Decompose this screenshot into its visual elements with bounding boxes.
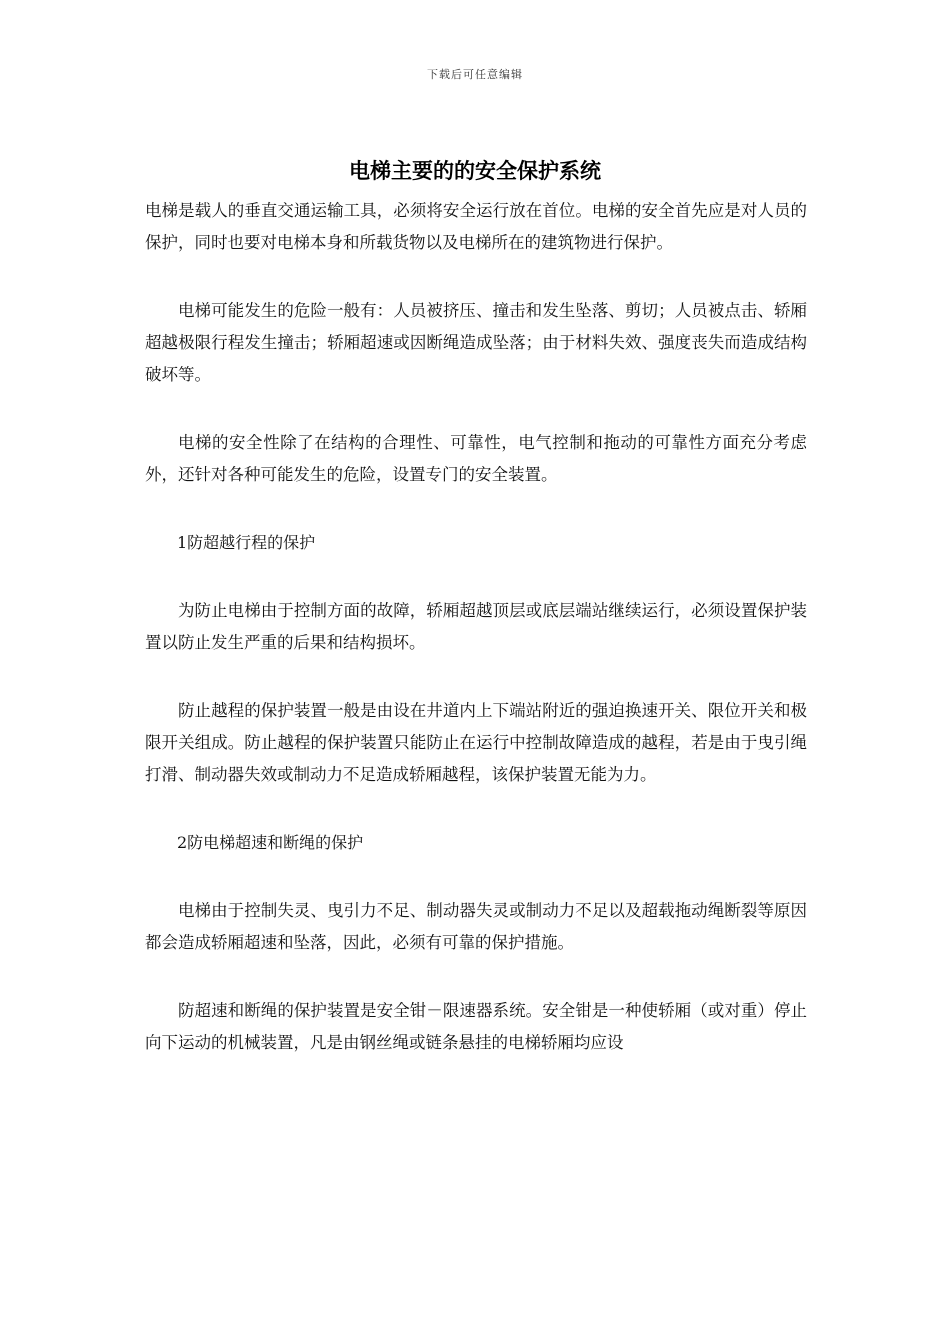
header-note: 下载后可任意编辑 [427,68,523,81]
document-title: 电梯主要的的安全保护系统 [349,159,601,183]
paragraph-overtravel-purpose: 为防止电梯由于控制方面的故障，轿厢超越顶层或底层端站继续运行，必须设置保护装置以防止发生严重的后果和结构损坏。 [145,601,807,652]
document-body [145,195,807,1095]
paragraph-safety-gear: 防超速和断绳的保护装置是安全钳－限速器系统。安全钳是一种使轿厢（或对重）停止向下运动的机械装置，凡是由钢丝绳或链条悬挂的电梯轿厢均应设 [145,1001,807,1052]
paragraph-safety-design: 电梯的安全性除了在结构的合理性、可靠性，电气控制和拖动的可靠性方面充分考虑外，还针对各种可能发生的危险，设置专门的安全装置。 [145,433,807,484]
paragraph-overspeed-causes: 电梯由于控制失灵、曳引力不足、制动器失灵或制动力不足以及超载拖动绳断裂等原因都会造成轿厢超速和坠落，因此，必须有可靠的保护措施。 [145,901,807,952]
paragraph-overtravel-devices: 防止越程的保护装置一般是由设在井道内上下端站附近的强迫换速开关、限位开关和极限开关组成。防止越程的保护装置只能防止在运行中控制故障造成的越程，若是由于曳引绳打滑、制动器失效或制动力不足造成轿厢越程，该保护装置无能为力。 [145,701,807,784]
paragraph-hazards: 电梯可能发生的危险一般有：人员被挤压、撞击和发生坠落、剪切；人员被点击、轿厢超越极限行程发生撞击；轿厢超速或因断绳造成坠落；由于材料失效、强度丧失而造成结构破坏等。 [145,301,807,384]
section-heading-overspeed: 2防电梯超速和断绳的保护 [177,833,364,852]
section-heading-overtravel: 1防超越行程的保护 [177,533,316,552]
paragraph-intro: 电梯是载人的垂直交通运输工具，必须将安全运行放在首位。电梯的安全首先应是对人员的保护，同时也要对电梯本身和所载货物以及电梯所在的建筑物进行保护。 [145,201,807,252]
